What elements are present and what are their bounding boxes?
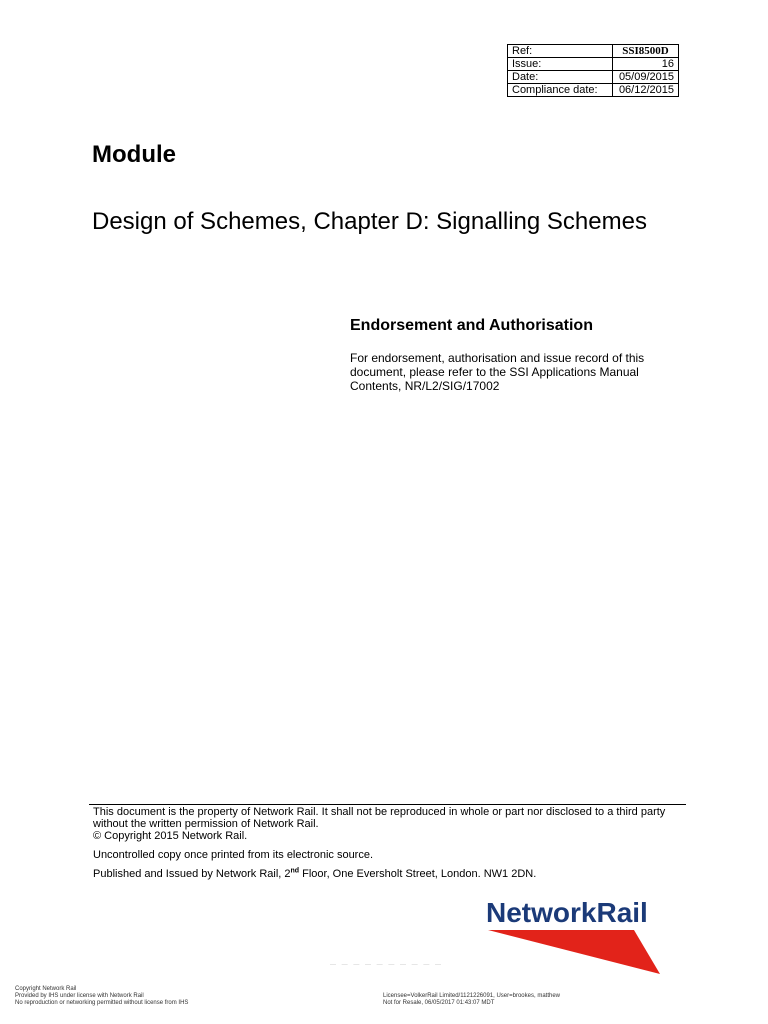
network-rail-logo — [484, 896, 676, 976]
compliance-date-label: Compliance date: — [508, 84, 613, 97]
endorsement-text: For endorsement, authorisation and issue record of this document, please refer to the SSI Applications Manual Contents, NR/L2/SIG/17002 — [350, 351, 645, 393]
reference-table — [507, 44, 679, 97]
reference-row-date — [508, 71, 679, 84]
copyright-notice: © Copyright 2015 Network Rail. — [93, 830, 248, 842]
logo-wordmark: NetworkRail — [486, 897, 648, 928]
footer-notice — [93, 806, 693, 880]
license-right-line-2: Not for Resale, 06/05/2017 01:43:07 MDT — [383, 1000, 495, 1006]
ref-value: SSI8500D — [613, 45, 679, 58]
published-suffix: Floor, One Eversholt Street, London. NW1 2DN. — [299, 868, 537, 880]
network-rail-logo-graphic — [484, 896, 676, 976]
date-value: 05/09/2015 — [613, 71, 679, 84]
date-label: Date: — [508, 71, 613, 84]
uncontrolled-copy-notice: Uncontrolled copy once printed from its electronic source. — [93, 849, 374, 861]
license-left-line-3: No reproduction or networking permitted without license from IHS — [15, 1000, 189, 1006]
published-superscript: nd — [290, 867, 300, 875]
reference-row-ref — [508, 45, 679, 58]
property-notice: This document is the property of Network Rail. It shall not be reproduced in whole or part nor disclosed to a third party without the written permission of Network Rail. — [93, 806, 666, 830]
module-heading: Module — [92, 141, 176, 168]
issue-label: Issue: — [508, 58, 613, 71]
faint-watermark-line: — — — — — — — — — — — [330, 962, 444, 968]
license-right — [383, 993, 560, 1007]
compliance-date-value: 06/12/2015 — [613, 84, 679, 97]
license-left-line-2: Provided by IHS under license with Network Rail — [15, 993, 144, 999]
issue-value: 16 — [613, 58, 679, 71]
document-title: Design of Schemes, Chapter D: Signalling Schemes — [92, 208, 647, 235]
license-left-line-1: Copyright Network Rail — [15, 986, 77, 992]
license-left — [15, 986, 188, 1007]
logo-red-arrow — [488, 930, 660, 974]
published-notice — [93, 868, 693, 880]
ref-label: Ref: — [508, 45, 613, 58]
endorsement-heading: Endorsement and Authorisation — [350, 317, 593, 334]
license-right-line-1: Licensee=VolkerRail Limited/1121226091, User=brookes, matthew — [383, 993, 560, 999]
published-prefix: Published and Issued by Network Rail, 2 — [93, 868, 291, 880]
reference-row-issue — [508, 58, 679, 71]
footer-divider — [89, 804, 686, 805]
reference-row-compliance — [508, 84, 679, 97]
